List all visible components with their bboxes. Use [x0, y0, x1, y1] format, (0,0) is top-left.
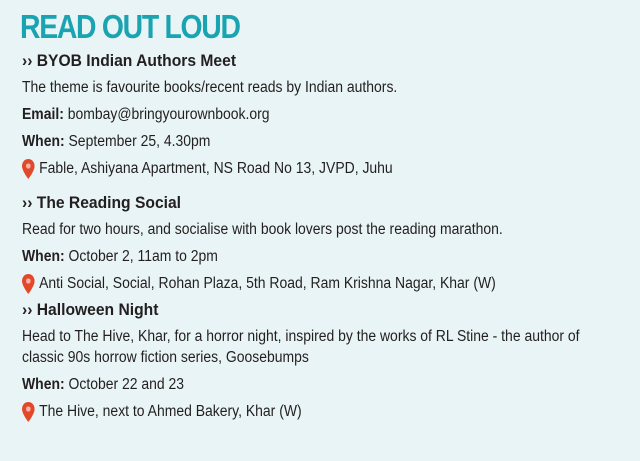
email-label: Email:	[22, 106, 64, 123]
location-text: Fable, Ashiyana Apartment, NS Road No 13, JVPD, Juhu	[39, 160, 393, 177]
event-byob	[22, 48, 628, 182]
event-title: ›› The Reading Social	[22, 193, 182, 212]
event-title: ›› BYOB Indian Authors Meet	[22, 51, 237, 70]
event-when	[22, 371, 567, 398]
email-value: bombay@bringyourownbook.org	[67, 106, 270, 123]
map-pin-icon	[22, 159, 35, 179]
event-when	[22, 128, 567, 155]
event-title: ›› Halloween Night	[22, 300, 159, 319]
event-reading-social	[22, 190, 628, 297]
event-email	[22, 101, 567, 128]
event-location	[22, 155, 567, 182]
event-description: Read for two hours, and socialise with book lovers post the reading marathon.	[22, 221, 503, 238]
event-halloween	[22, 297, 628, 425]
when-value: October 2, 11am to 2pm	[68, 248, 218, 265]
location-text: The Hive, next to Ahmed Bakery, Khar (W)	[39, 403, 302, 420]
map-pin-icon	[22, 274, 35, 294]
section-heading: READ OUT LOUD	[20, 8, 240, 45]
when-label: When:	[22, 133, 65, 150]
event-when	[22, 243, 567, 270]
location-text: Anti Social, Social, Rohan Plaza, 5th Road, Ram Krishna Nagar, Khar (W)	[39, 275, 496, 292]
event-description: Head to The Hive, Khar, for a horror night, inspired by the works of RL Stine - the author of classic 90s horrow fiction series, Goosebumps	[22, 328, 580, 366]
when-label: When:	[22, 376, 65, 393]
event-location	[22, 270, 567, 297]
when-value: September 25, 4.30pm	[68, 133, 211, 150]
event-description: The theme is favourite books/recent reads by Indian authors.	[22, 79, 398, 96]
when-value: October 22 and 23	[68, 376, 185, 393]
event-location	[22, 398, 567, 425]
map-pin-icon	[22, 402, 35, 422]
when-label: When:	[22, 248, 65, 265]
